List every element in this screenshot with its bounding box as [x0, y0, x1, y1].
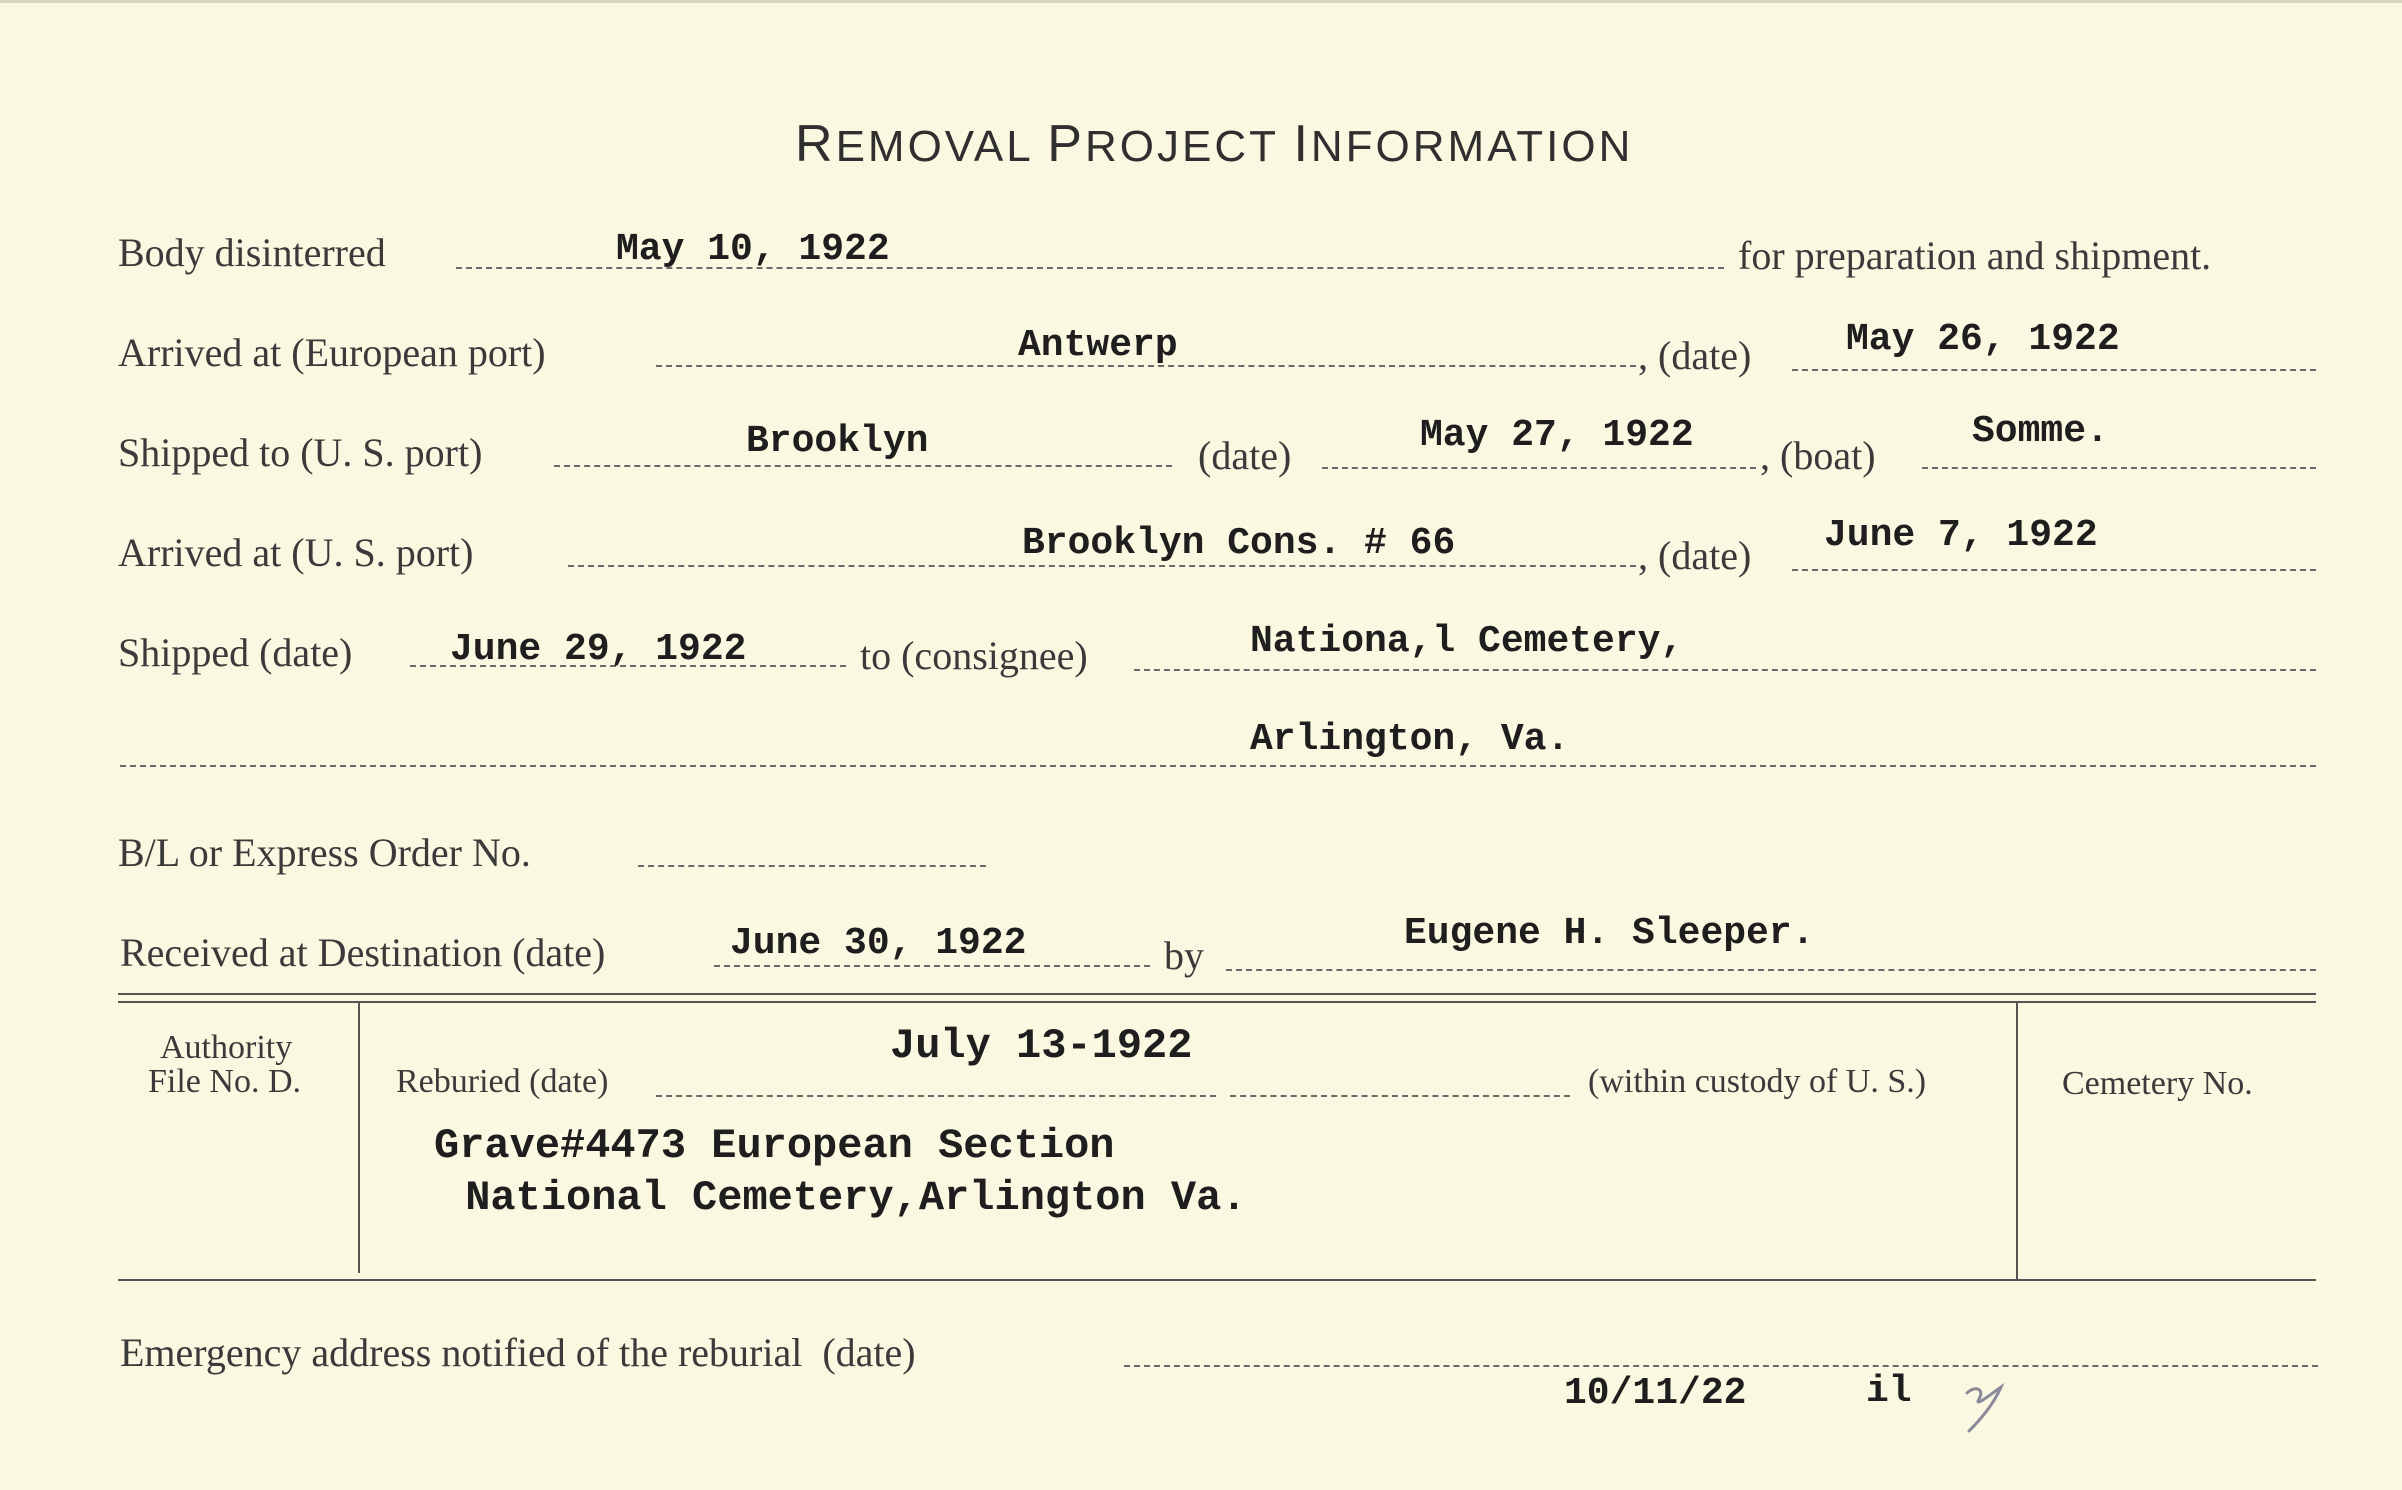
- european-date-label: , (date): [1638, 333, 1752, 378]
- us-arrival-date-label: , (date): [1638, 533, 1752, 578]
- custody-label: (within custody of U. S.): [1588, 1063, 1927, 1100]
- emergency-label: Emergency address notified of the reburial (date): [120, 1330, 916, 1375]
- received-date-value: June 30, 1922: [730, 922, 1027, 965]
- us-arrival-date-line: [1792, 569, 2316, 571]
- box-left-divider: [358, 1001, 360, 1273]
- emergency-date-value: 10/11/22: [1564, 1372, 1747, 1415]
- received-date-line: [714, 965, 1150, 967]
- reburied-date-value: July 13-1922: [890, 1022, 1193, 1070]
- authority-label: Authority: [160, 1029, 293, 1066]
- disinterred-date-value: May 10, 1922: [616, 228, 890, 271]
- consignee-line-1: [1134, 669, 2316, 671]
- emergency-date-line: [1124, 1365, 2318, 1367]
- bl-order-label: B/L or Express Order No.: [118, 830, 531, 875]
- boat-value: Somme.: [1972, 410, 2109, 453]
- arrived-us-port-line: [568, 565, 1636, 567]
- file-no-label: File No. D.: [148, 1063, 301, 1100]
- us-ship-date-label: (date): [1198, 433, 1292, 478]
- boat-line: [1922, 467, 2316, 469]
- shipped-us-label: Shipped to (U. S. port): [118, 430, 483, 475]
- arrived-european-label: Arrived at (European port): [118, 330, 546, 375]
- box-top-rule: [118, 993, 2316, 995]
- by-label: by: [1164, 933, 1204, 978]
- boat-label: , (boat): [1760, 433, 1876, 478]
- received-by-line: [1226, 969, 2316, 971]
- european-date-line: [1792, 369, 2316, 371]
- received-label: Received at Destination (date): [120, 930, 606, 975]
- consignee-value-2: Arlington, Va.: [1250, 718, 1570, 761]
- grave-line-1: Grave#4473 European Section: [434, 1122, 1115, 1170]
- bl-order-line: [638, 865, 986, 867]
- arrived-us-port-value: Brooklyn Cons. # 66: [1022, 522, 1456, 565]
- consignee-line-2: [120, 765, 2316, 767]
- us-port-value: Brooklyn: [746, 420, 929, 463]
- us-arrival-date-value: June 7, 1922: [1824, 514, 2098, 557]
- box-bottom-rule: [118, 1279, 2316, 1281]
- received-by-value: Eugene H. Sleeper.: [1404, 912, 1815, 955]
- reburied-date-line-2: [1230, 1095, 1570, 1097]
- body-disinterred-label: Body disinterred: [118, 230, 386, 275]
- arrived-us-label: Arrived at (U. S. port): [118, 530, 474, 575]
- grave-line-2: National Cemetery,Arlington Va.: [440, 1174, 1247, 1222]
- shipped-date-label: Shipped (date): [118, 630, 353, 675]
- us-ship-date-value: May 27, 1922: [1420, 414, 1694, 457]
- shipped-date-value: June 29, 1922: [450, 628, 747, 671]
- handwritten-mark-icon: [1955, 1371, 2025, 1441]
- consignee-value-1: Nationa,l Cemetery,: [1250, 620, 1684, 663]
- european-date-value: May 26, 1922: [1846, 318, 2120, 361]
- box-right-divider: [2016, 1001, 2018, 1281]
- initials-value: il: [1866, 1370, 1912, 1413]
- european-port-value: Antwerp: [1018, 324, 1178, 367]
- to-consignee-label: to (consignee): [860, 633, 1088, 678]
- reburied-date-line: [656, 1095, 1216, 1097]
- for-preparation-label: for preparation and shipment.: [1738, 233, 2212, 278]
- reburied-label: Reburied (date): [396, 1063, 609, 1100]
- us-ship-date-line: [1322, 467, 1756, 469]
- box-top-rule-inner: [118, 1001, 2316, 1003]
- form-title: REMOVAL PROJECT INFORMATION: [795, 115, 1634, 173]
- cemetery-no-label: Cemetery No.: [2062, 1065, 2253, 1102]
- us-port-line: [554, 465, 1172, 467]
